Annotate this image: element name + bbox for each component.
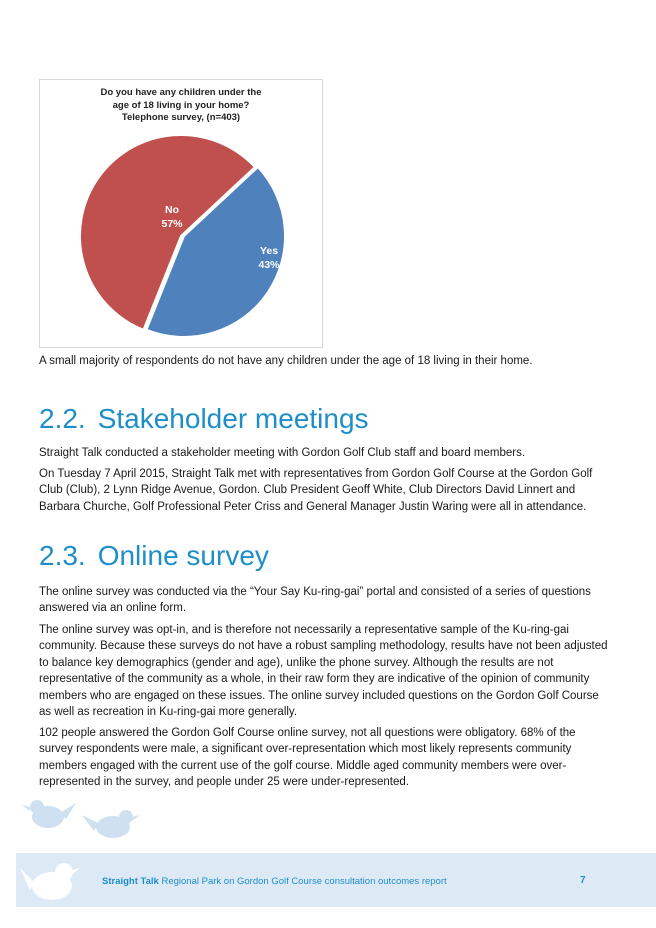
section-heading-online-survey — [39, 540, 269, 572]
pie-label-yes-display: 43% — [258, 259, 280, 271]
footer-report-title: Regional Park on Gordon Golf Course consultation outcomes report — [161, 876, 447, 887]
section-number: 2.3. — [39, 540, 86, 571]
footer-title — [102, 876, 447, 887]
bird-footer-icon — [20, 850, 90, 910]
footer-brand: Straight Talk — [102, 876, 159, 887]
page-number: 7 — [580, 875, 586, 886]
chart-title-line-3: Telephone survey, (n=403) — [121, 112, 241, 123]
paragraph: The online survey was conducted via the “Your Say Ku-ring-gai” portal and consisted of a series of questions answered via an online form. — [39, 586, 591, 615]
pie-label-no-display: 57% — [161, 218, 183, 230]
section-title: Stakeholder meetings — [97, 403, 369, 434]
paragraph: Straight Talk conducted a stakeholder meeting with Gordon Golf Club staff and board members. — [39, 447, 526, 459]
paragraph: 102 people answered the Gordon Golf Course online survey, not all questions were obligatory. 68% of the survey respondents were male, a significant over-representation which most likely represents community members engaged with the current use of the golf course. Middle aged community members were over-represented in the survey, and people under 25 were under-represented. — [39, 727, 576, 789]
chart-title-line-2: age of 18 living in your home? — [112, 99, 250, 111]
chart-title-line-1: Do you have any children under the — [100, 87, 262, 98]
paragraph: The online survey was opt-in, and is therefore not necessarily a representative sample of the Ku-ring-gai community. Because these surveys do not have a robust sampling methodology, results have not been adjusted to balance key demographics (gender and age), unlike the phone survey. Although the results are not representative of the community as a whole, in their raw form they are indicative of the opinion of community members who are engaged on these issues. The online survey included questions on the Gordon Golf Course as well as recreation in Ku-ring-gai more generally. — [39, 624, 608, 719]
section-title: Online survey — [97, 540, 269, 571]
pie-chart — [39, 79, 323, 348]
pie-label-no-label: No — [165, 204, 179, 216]
paragraph: On Tuesday 7 April 2015, Straight Talk met with representatives from Gordon Golf Course at the Gordon Golf Club (Club), 2 Lynn Ridge Avenue, Gordon. Club President Geoff White, Club Directors David Linnert and Barbara Churche, Golf Professional Peter Criss and General Manager Justin Waring were all in attendance. — [39, 468, 593, 513]
section-number: 2.2. — [39, 403, 86, 434]
pie-chart-svg — [40, 80, 322, 347]
pie-label-yes-label: Yes — [259, 245, 279, 257]
chart-caption: A small majority of respondents do not have any children under the age of 18 living in their home. — [39, 355, 533, 367]
section-heading-stakeholder-meetings — [39, 403, 369, 435]
